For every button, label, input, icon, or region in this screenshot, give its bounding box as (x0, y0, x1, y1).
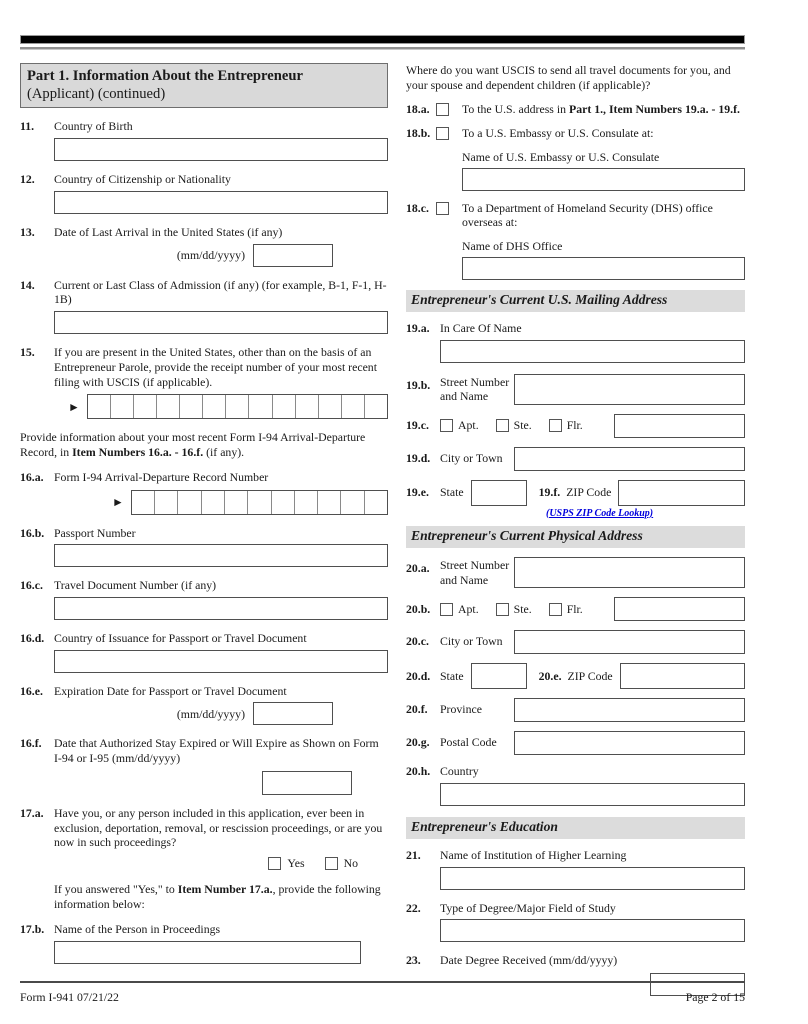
item-13-date-hint: (mm/dd/yyyy) (176, 247, 245, 262)
item-16f-number: 16.f. (20, 736, 42, 751)
arrow-icon: ► (68, 399, 80, 414)
part1-title: Part 1. Information About the Entrepreneur (27, 68, 303, 84)
comb-cell[interactable] (132, 491, 155, 514)
item-23-number: 23. (406, 953, 421, 968)
item-20a (406, 557, 745, 588)
mailing-apt-checkbox[interactable] (440, 419, 453, 432)
item-18b (406, 126, 745, 141)
receipt-number-comb-field[interactable] (87, 394, 388, 419)
item-14 (20, 278, 388, 334)
item-19b-number: 19.b. (406, 377, 431, 392)
item-18c-label: To a Department of Homeland Security (DHS) office overseas at: (462, 200, 713, 230)
mailing-unit-number-field[interactable] (614, 414, 745, 438)
item-20e-number: 20.e. (538, 668, 562, 683)
comb-cell[interactable] (203, 395, 226, 418)
item-16c (20, 578, 388, 620)
arrow-icon: ► (112, 495, 124, 510)
intro-16-bold: Item Numbers 16.a. - 16.f. (72, 445, 204, 460)
comb-cell[interactable] (157, 395, 180, 418)
footer-form-id: Form I-941 07/21/22 (20, 990, 119, 1004)
note-17-pre: If you answered "Yes," to (54, 881, 178, 896)
item-20c (406, 630, 745, 654)
mailing-city-field[interactable] (514, 447, 745, 471)
item-16e (20, 684, 388, 726)
physical-zip-field[interactable] (620, 663, 745, 689)
country-of-citizenship-field[interactable] (54, 191, 388, 214)
item-20a-number: 20.a. (406, 561, 430, 576)
country-of-issuance-field[interactable] (54, 650, 388, 673)
comb-cell[interactable] (341, 491, 364, 514)
physical-apt-checkbox[interactable] (440, 603, 453, 616)
note-17-post: , provide the following information below: (54, 881, 381, 911)
item-16e-date-hint: (mm/dd/yyyy) (176, 706, 245, 721)
intro-16 (20, 430, 388, 459)
comb-cell[interactable] (88, 395, 111, 418)
comb-cell[interactable] (202, 491, 225, 514)
mailing-street-field[interactable] (514, 374, 745, 405)
no-checkbox[interactable] (325, 857, 338, 870)
item-18c-number: 18.c. (406, 200, 429, 215)
item-22-label: Type of Degree/Major Field of Study (440, 900, 616, 915)
embassy-name-label: Name of U.S. Embassy or U.S. Consulate (462, 149, 660, 164)
intro-16-pre: Provide information about your most recent Form I-94 Arrival-Departure Record, in (20, 430, 366, 460)
mailing-in-care-of-field[interactable] (440, 340, 745, 363)
item-19b-label: Street Number and Name (440, 374, 510, 404)
item-16c-label: Travel Document Number (if any) (54, 578, 217, 593)
item-17b (20, 922, 388, 964)
item-16d (20, 631, 388, 673)
item-17a (20, 806, 388, 871)
item-19f-label: ZIP Code (566, 485, 612, 500)
item-18a (406, 102, 745, 117)
item-19d-number: 19.d. (406, 450, 431, 465)
item-22-number: 22. (406, 900, 421, 915)
item-20g-label: Postal Code (440, 735, 497, 750)
comb-cell[interactable] (272, 491, 295, 514)
part1-header (20, 63, 388, 108)
item-20b-number: 20.b. (406, 601, 431, 616)
item-18a-pre: To the U.S. address in (462, 102, 569, 117)
item-19d (406, 447, 745, 471)
travel-docs-embassy-checkbox[interactable] (436, 127, 449, 140)
mailing-zip-field[interactable] (618, 480, 745, 506)
item-19e-label: State (440, 485, 464, 500)
item-19c-number: 19.c. (406, 418, 429, 433)
yes-label: Yes (287, 856, 305, 871)
physical-city-field[interactable] (514, 630, 745, 654)
comb-cell[interactable] (248, 491, 271, 514)
part1-subtitle: (Applicant) (continued) (27, 86, 166, 103)
item-18c (406, 201, 745, 230)
comb-cell[interactable] (134, 395, 157, 418)
mailing-flr-checkbox[interactable] (549, 419, 562, 432)
apt-label: Apt. (458, 601, 479, 616)
item-20f-number: 20.f. (406, 702, 428, 717)
travel-docs-us-address-checkbox[interactable] (436, 103, 449, 116)
item-19a-label: In Care Of Name (440, 320, 522, 335)
item-18b-sub (462, 150, 745, 191)
item-12-number: 12. (20, 172, 35, 187)
passport-expiration-date-field[interactable] (253, 702, 333, 725)
section-mailing-address: Entrepreneur's Current U.S. Mailing Address (406, 290, 745, 312)
physical-country-field[interactable] (440, 783, 745, 806)
item-14-label: Current or Last Class of Admission (if any) (for example, B-1, F-1, H-1B) (54, 277, 387, 307)
item-16b-label: Passport Number (54, 525, 136, 540)
item-16e-label: Expiration Date for Passport or Travel Document (54, 683, 287, 698)
item-20d-20e (406, 663, 745, 689)
item-16b-number: 16.b. (20, 525, 45, 540)
travel-docs-dhs-office-checkbox[interactable] (436, 202, 449, 215)
item-19a (406, 321, 745, 363)
item-16f (20, 736, 388, 794)
comb-cell[interactable] (111, 395, 134, 418)
dhs-office-name-label: Name of DHS Office (462, 239, 563, 254)
degree-type-field[interactable] (440, 919, 745, 942)
item-22 (406, 901, 745, 943)
item-15-label: If you are present in the United States, other than on the basis of an Entrepreneur Parole, provide the receipt number of your most recent filing with USCIS (if applicable). (54, 345, 377, 389)
item-17b-label: Name of the Person in Proceedings (54, 922, 221, 937)
footer-rule (20, 981, 745, 983)
item-21 (406, 848, 745, 890)
comb-cell[interactable] (155, 491, 178, 514)
comb-cell[interactable] (225, 491, 248, 514)
item-20a-label: Street Number and Name (440, 558, 510, 587)
authorized-stay-expiration-field[interactable] (262, 771, 352, 795)
intro-18: Where do you want USCIS to send all travel documents for you, and your spouse and dependent children (if applicable)? (406, 63, 731, 92)
comb-cell[interactable] (273, 395, 296, 418)
comb-cell[interactable] (249, 395, 272, 418)
item-16a-label: Form I-94 Arrival-Departure Record Number (54, 469, 269, 484)
item-19b (406, 374, 745, 405)
item-16a (20, 470, 388, 515)
item-20h (406, 764, 745, 806)
physical-province-field[interactable] (514, 698, 745, 722)
physical-ste-checkbox[interactable] (496, 603, 509, 616)
item-20h-number: 20.h. (406, 764, 431, 779)
item-11-number: 11. (20, 119, 35, 134)
flr-label: Flr. (566, 601, 583, 616)
item-20c-label: City or Town (440, 634, 503, 649)
item-16f-label: Date that Authorized Stay Expired or Will Expire as Shown on Form I-94 or I-95 (mm/dd/yyyy) (54, 736, 379, 766)
item-19c (406, 414, 745, 438)
i94-number-comb-field[interactable] (131, 490, 388, 515)
item-13-label: Date of Last Arrival in the United States (if any) (54, 224, 283, 239)
comb-cell[interactable] (180, 395, 203, 418)
physical-street-field[interactable] (514, 557, 745, 588)
item-20g-number: 20.g. (406, 735, 430, 750)
section-education: Entrepreneur's Education (406, 817, 745, 839)
item-19e-number: 19.e. (406, 485, 429, 500)
physical-unit-number-field[interactable] (614, 597, 745, 621)
page-footer (20, 981, 745, 1005)
item-20f-label: Province (440, 702, 482, 717)
item-16d-number: 16.d. (20, 631, 45, 646)
comb-cell[interactable] (295, 491, 318, 514)
item-18c-sub (462, 239, 745, 280)
item-19e-19f (406, 480, 745, 506)
item-11-label: Country of Birth (54, 119, 133, 134)
comb-cell[interactable] (226, 395, 249, 418)
item-13 (20, 225, 388, 267)
item-17b-number: 17.b. (20, 922, 45, 937)
apt-label: Apt. (458, 418, 479, 433)
note-17-bold: Item Number 17.a. (177, 881, 273, 896)
embassy-name-field[interactable] (462, 168, 745, 191)
physical-state-field[interactable] (471, 663, 527, 689)
item-11 (20, 119, 388, 161)
item-20d-number: 20.d. (406, 668, 431, 683)
mailing-state-field[interactable] (471, 480, 527, 506)
ste-label: Ste. (513, 418, 532, 433)
item-16d-label: Country of Issuance for Passport or Travel Document (54, 631, 307, 646)
item-21-number: 21. (406, 847, 421, 862)
date-of-last-arrival-field[interactable] (253, 244, 333, 267)
item-20g (406, 731, 745, 755)
class-of-admission-field[interactable] (54, 311, 388, 334)
no-label: No (343, 856, 358, 871)
travel-document-number-field[interactable] (54, 597, 388, 620)
item-16b (20, 526, 388, 568)
comb-cell[interactable] (342, 395, 365, 418)
item-18a-number: 18.a. (406, 102, 430, 117)
item-16e-number: 16.e. (20, 683, 43, 698)
ste-label: Ste. (513, 601, 532, 616)
item-12-label: Country of Citizenship or Nationality (54, 172, 231, 187)
usps-zip-lookup-link[interactable]: (USPS ZIP Code Lookup) (546, 507, 654, 519)
left-column (20, 63, 388, 975)
yes-checkbox[interactable] (268, 857, 281, 870)
item-17a-label: Have you, or any person included in this application, ever been in exclusion, deportation, removal, or rescission proceedings, or are you now in such proceedings? (54, 805, 383, 850)
mailing-ste-checkbox[interactable] (496, 419, 509, 432)
institution-name-field[interactable] (440, 867, 745, 890)
item-19d-label: City or Town (440, 450, 503, 465)
item-14-number: 14. (20, 277, 35, 292)
flr-label: Flr. (566, 418, 583, 433)
section-physical-address: Entrepreneur's Current Physical Address (406, 526, 745, 548)
comb-cell[interactable] (318, 491, 341, 514)
item-20f (406, 698, 745, 722)
item-21-label: Name of Institution of Higher Learning (440, 847, 627, 862)
right-column (406, 63, 745, 1007)
item-19f-number: 19.f. (538, 485, 561, 500)
item-17a-number: 17.a. (20, 805, 44, 820)
item-20e-label: ZIP Code (567, 668, 613, 683)
item-13-number: 13. (20, 224, 35, 239)
intro-16-post: (if any). (203, 445, 245, 460)
item-18b-label: To a U.S. Embassy or U.S. Consulate at: (462, 126, 654, 141)
item-23-label: Date Degree Received (mm/dd/yyyy) (440, 953, 618, 968)
comb-cell[interactable] (178, 491, 201, 514)
passport-number-field[interactable] (54, 544, 388, 567)
top-black-bar (20, 35, 745, 44)
item-20c-number: 20.c. (406, 634, 429, 649)
comb-cell[interactable] (365, 491, 387, 514)
item-20d-label: State (440, 668, 464, 683)
item-18a-bold: Part 1., Item Numbers 19.a. - 19.f. (568, 102, 741, 117)
dhs-office-name-field[interactable] (462, 257, 745, 280)
physical-flr-checkbox[interactable] (549, 603, 562, 616)
country-of-birth-field[interactable] (54, 138, 388, 161)
item-20h-label: Country (440, 764, 479, 779)
item-16c-number: 16.c. (20, 578, 43, 593)
person-in-proceedings-field[interactable] (54, 941, 361, 964)
physical-postal-code-field[interactable] (514, 731, 745, 755)
top-gray-rule (20, 47, 745, 50)
footer-page-number: Page 2 of 15 (685, 990, 745, 1004)
comb-cell[interactable] (319, 395, 342, 418)
item-16a-number: 16.a. (20, 469, 44, 484)
note-17 (20, 882, 388, 911)
item-19a-number: 19.a. (406, 320, 430, 335)
item-12 (20, 172, 388, 214)
comb-cell[interactable] (365, 395, 387, 418)
comb-cell[interactable] (296, 395, 319, 418)
item-20b (406, 597, 745, 621)
item-15-number: 15. (20, 345, 35, 360)
item-18b-number: 18.b. (406, 126, 431, 141)
item-15 (20, 345, 388, 419)
